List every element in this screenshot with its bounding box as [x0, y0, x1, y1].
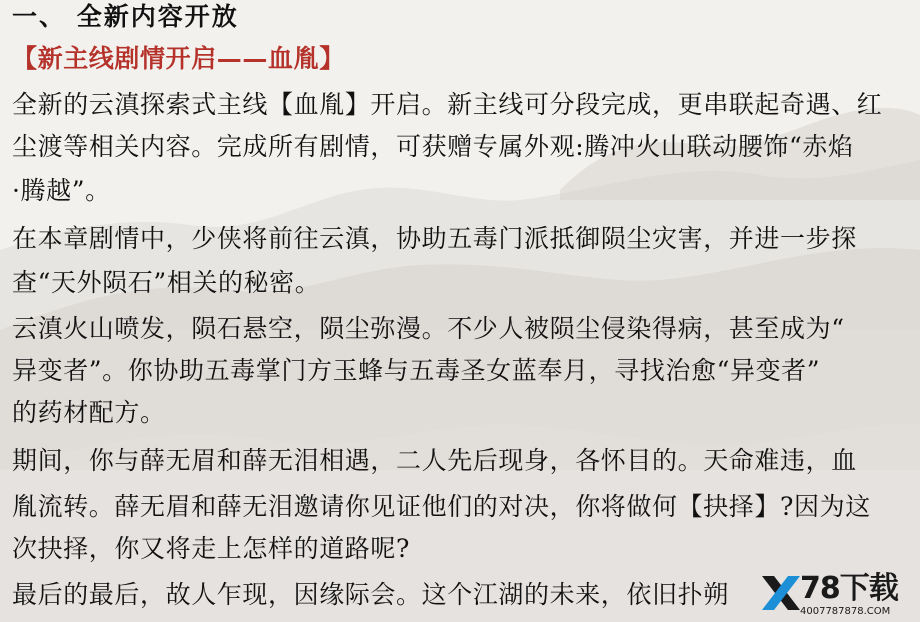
watermark-url: 4007787878.COM: [800, 606, 891, 617]
paragraph-line: 胤流转。薛无眉和薛无泪邀请你见证他们的对决，你将做何【抉择】?因为这: [12, 492, 871, 521]
paragraph-line: 期间，你与薛无眉和薛无泪相遇，二人先后现身，各怀目的。天命难违，血: [12, 446, 857, 475]
paragraph-line: 查“天外陨石”相关的秘密。: [12, 268, 321, 297]
subtitle: 【新主线剧情开启——血胤】: [12, 44, 345, 73]
x-logo-icon: [760, 572, 802, 614]
paragraph-line: 最后的最后，故人乍现，因缘际会。这个江湖的未来，依旧扑朔: [12, 580, 729, 609]
watermark-brand: 78下载: [800, 571, 898, 606]
paragraph-line: 在本章剧情中，少侠将前往云滇，协助五毒门派抵御陨尘灾害，并进一步探: [12, 224, 857, 253]
section-heading: 一、 全新内容开放: [12, 2, 239, 31]
paragraph-line: 尘渡等相关内容。完成所有剧情，可获赠专属外观:腾冲火山联动腰饰“赤焰: [12, 132, 854, 161]
paragraph-line: 异变者”。你协助五毒掌门方玉蜂与五毒圣女蓝奉月，寻找治愈“异变者”: [12, 356, 821, 385]
paragraph-line: 云滇火山喷发，陨石悬空，陨尘弥漫。不少人被陨尘侵染得病，甚至成为“: [12, 314, 845, 343]
paragraph-line: 的药材配方。: [12, 398, 166, 427]
paragraph-line: 全新的云滇探索式主线【血胤】开启。新主线可分段完成，更串联起奇遇、红: [12, 90, 883, 119]
paragraph-line: 次抉择，你又将走上怎样的道路呢?: [12, 534, 411, 563]
paragraph-line: ·腾越”。: [12, 176, 111, 205]
watermark-logo: [760, 572, 910, 618]
